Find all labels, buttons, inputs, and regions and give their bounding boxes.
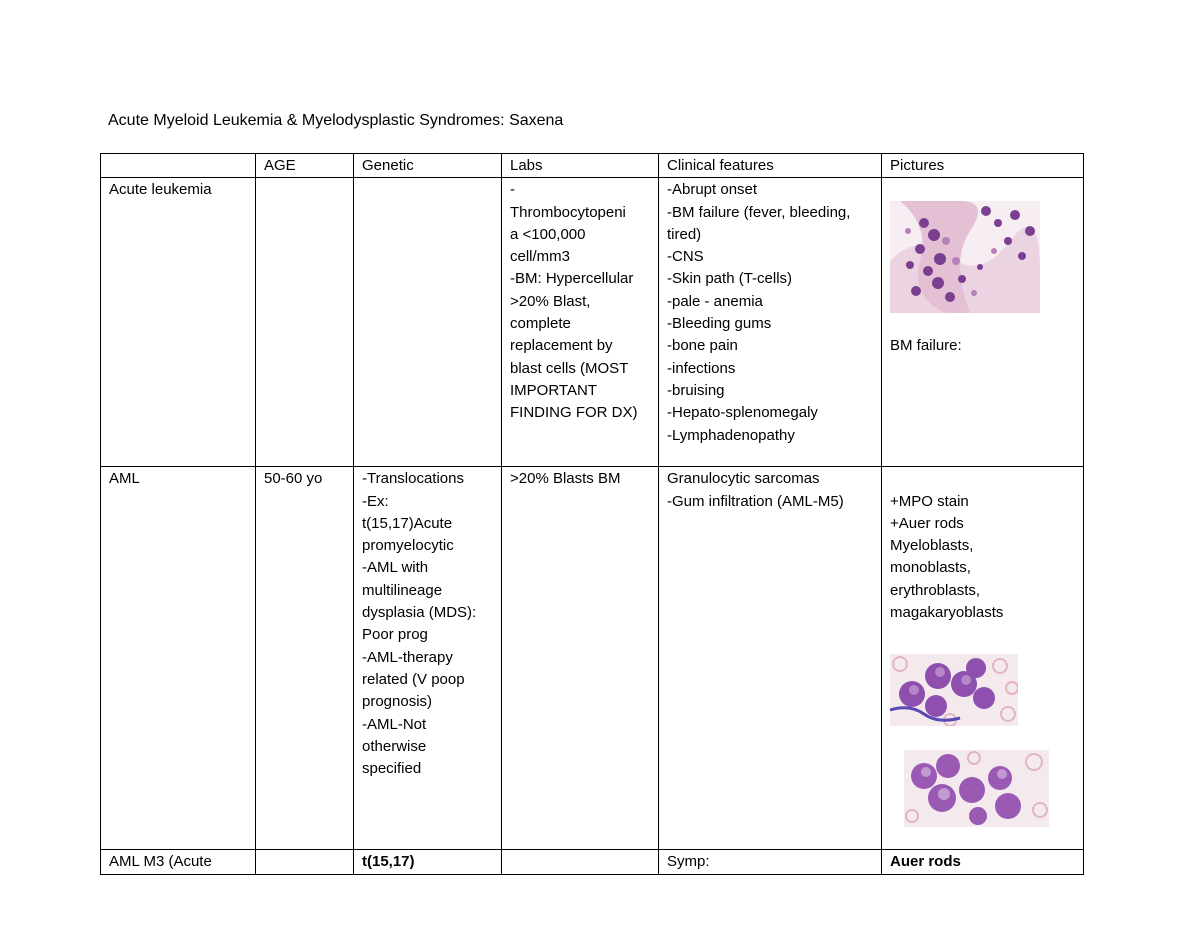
header-cell: Clinical features bbox=[659, 154, 882, 178]
notes-table bbox=[100, 153, 1084, 875]
labs-cell: >20% Blasts BM bbox=[502, 467, 659, 850]
pictures-caption: BM failure: bbox=[890, 336, 962, 354]
table-header-row bbox=[101, 154, 1084, 178]
pictures-cell bbox=[882, 178, 1084, 467]
table-row bbox=[101, 178, 1084, 467]
pictures-cell: Auer rods bbox=[882, 850, 1084, 874]
row-label: AML M3 (Acute bbox=[101, 850, 256, 874]
pictures-cell bbox=[882, 467, 1084, 850]
bone-marrow-smear-image bbox=[890, 201, 1040, 313]
clinical-cell: -Abrupt onset -BM failure (fever, bleeding, tired) -CNS -Skin path (T-cells) -pale - anemia -Bleeding gums -bone pain -infections -bruising -Hepato-splenomegaly -Lymphadenopathy bbox=[659, 178, 882, 467]
age-cell bbox=[256, 850, 354, 874]
pictures-text: +MPO stain +Auer rods Myeloblasts, monoblasts, erythroblasts, magakaryoblasts bbox=[890, 492, 1004, 622]
table-row bbox=[101, 850, 1084, 874]
genetic-cell: -Translocations -Ex: t(15,17)Acute promyelocytic -AML with multilineage dysplasia (MDS): Poor prog -AML-therapy related (V poop prognosis) -AML-Not otherwise specified bbox=[354, 467, 502, 850]
genetic-cell: t(15,17) bbox=[354, 850, 502, 874]
labs-cell: - Thrombocytopeni a <100,000 cell/mm3 -BM: Hypercellular >20% Blast, complete replacement by blast cells (MOST IMPORTANT FINDING FOR DX) bbox=[502, 178, 659, 467]
header-cell: AGE bbox=[256, 154, 354, 178]
header-cell bbox=[101, 154, 256, 178]
row-label: Acute leukemia bbox=[101, 178, 256, 467]
age-cell bbox=[256, 178, 354, 467]
table-row bbox=[101, 467, 1084, 850]
myeloblast-smear-image bbox=[890, 654, 1018, 726]
age-cell: 50-60 yo bbox=[256, 467, 354, 850]
page-title: Acute Myeloid Leukemia & Myelodysplastic Syndromes: Saxena bbox=[108, 112, 564, 129]
header-cell: Genetic bbox=[354, 154, 502, 178]
auer-rod-smear-image bbox=[904, 750, 1049, 827]
clinical-cell: Granulocytic sarcomas -Gum infiltration (AML-M5) bbox=[659, 467, 882, 850]
clinical-cell: Symp: bbox=[659, 850, 882, 874]
row-label: AML bbox=[101, 467, 256, 850]
labs-cell bbox=[502, 850, 659, 874]
genetic-cell bbox=[354, 178, 502, 467]
header-cell: Labs bbox=[502, 154, 659, 178]
header-cell: Pictures bbox=[882, 154, 1084, 178]
